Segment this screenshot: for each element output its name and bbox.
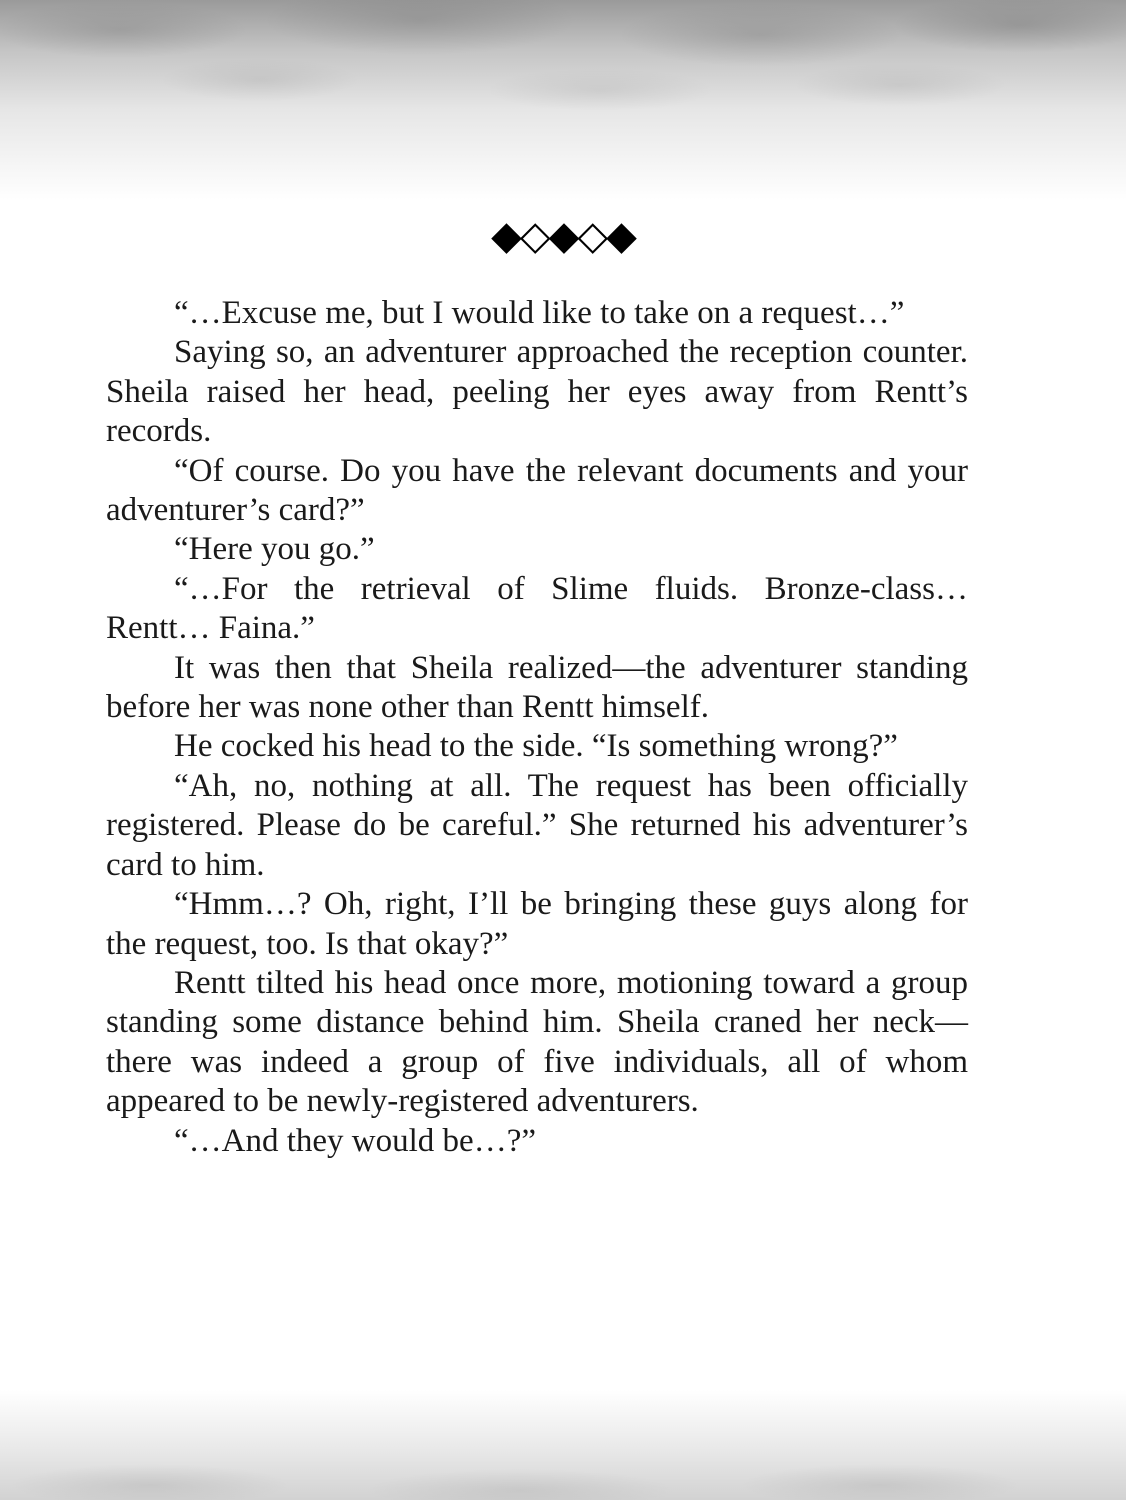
paragraph: “Here you go.” — [174, 531, 375, 568]
paragraph: It was then that Sheila realized—the adventurer standing before her was none other than Rentt himself. — [106, 649, 968, 726]
paragraph: Saying so, an adventurer approached the reception counter. Sheila raised her head, peeling her eyes away from Rentt’s records. — [106, 334, 968, 450]
page-body — [106, 294, 968, 1161]
paragraph: “Ah, no, nothing at all. The request has been officially registered. Please do be careful.” She returned his adventurer’s card to him. — [106, 767, 968, 883]
top-stone-texture — [0, 0, 1126, 200]
scene-break-ornament: ◆◇◆◇◆ — [491, 213, 635, 259]
paragraph: “Hmm…? Oh, right, I’ll be bringing these guys along for the request, too. Is that okay?” — [106, 886, 968, 962]
paragraph: “Of course. Do you have the relevant documents and your adventurer’s card?” — [106, 452, 968, 529]
paragraph: He cocked his head to the side. “Is something wrong?” — [174, 728, 898, 765]
paragraph: “…For the retrieval of Slime fluids. Bronze-class… Rentt… Faina.” — [106, 570, 968, 647]
bottom-stone-texture — [0, 1390, 1126, 1500]
paragraph: “…And they would be…?” — [174, 1122, 536, 1159]
paragraph: Rentt tilted his head once more, motioning toward a group standing some distance behind him. Sheila craned her neck—there was indeed a group of five individuals, all of whom appeared to be newly-registered adventurers. — [106, 964, 968, 1120]
paragraph: “…Excuse me, but I would like to take on a request…” — [174, 295, 905, 331]
